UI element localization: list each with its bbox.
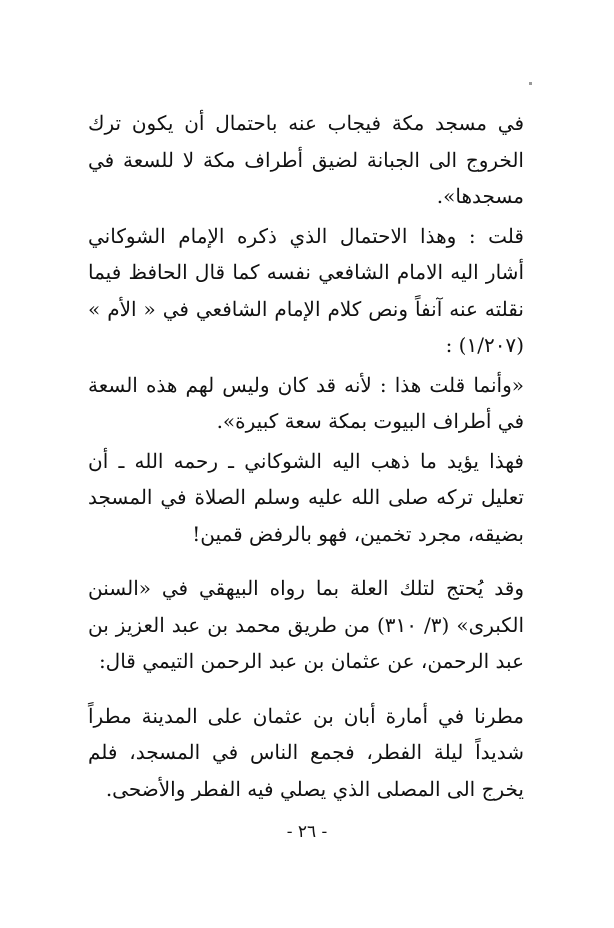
paragraph-4: فهذا يؤيد ما ذهب اليه الشوكاني ـ رحمه الله ـ أن تعليل تركه صلى الله عليه وسلم الصلاة في المسجد بضيقه، مجرد تخمين، فهو بالرفض قمين! — [88, 448, 524, 546]
paragraph-2: قلت : وهذا الاحتمال الذي ذكره الإمام الشوكاني أشار اليه الامام الشافعي نفسه كما قال الحافظ فيما نقلته عنه آنفاً ونص كلام الإمام الشافعي في « الأم » (١/٢٠٧) : — [88, 223, 524, 357]
paragraph-6-quote: مطرنا في أمارة أبان بن عثمان على المدينة مطراً شديداً ليلة الفطر، فجمع الناس في المسجد، فلم يخرج الى المصلى الذي يصلي فيه الفطر والأضحى. — [88, 703, 524, 801]
paragraph-5: وقد يُحتج لتلك العلة بما رواه البيهقي في «السنن الكبرى» (٣/ ٣١٠) من طريق محمد بن عبد العزيز بن عبد الرحمن، عن عثمان بن عبد الرحمن التيمي قال: — [88, 576, 524, 673]
page-number: - ٢٦ - — [286, 822, 328, 842]
body-text — [88, 105, 524, 807]
scan-mark — [529, 82, 532, 85]
paragraph-3-quote: «وأنما قلت هذا : لأنه قد كان وليس لهم هذه السعة في أطراف البيوت بمكة سعة كبيرة». — [88, 372, 524, 433]
paragraph-1: في مسجد مكة فيجاب عنه باحتمال أن يكون ترك الخروج الى الجبانة لضيق أطراف مكة لا للسعة في مسجدها». — [88, 111, 524, 208]
